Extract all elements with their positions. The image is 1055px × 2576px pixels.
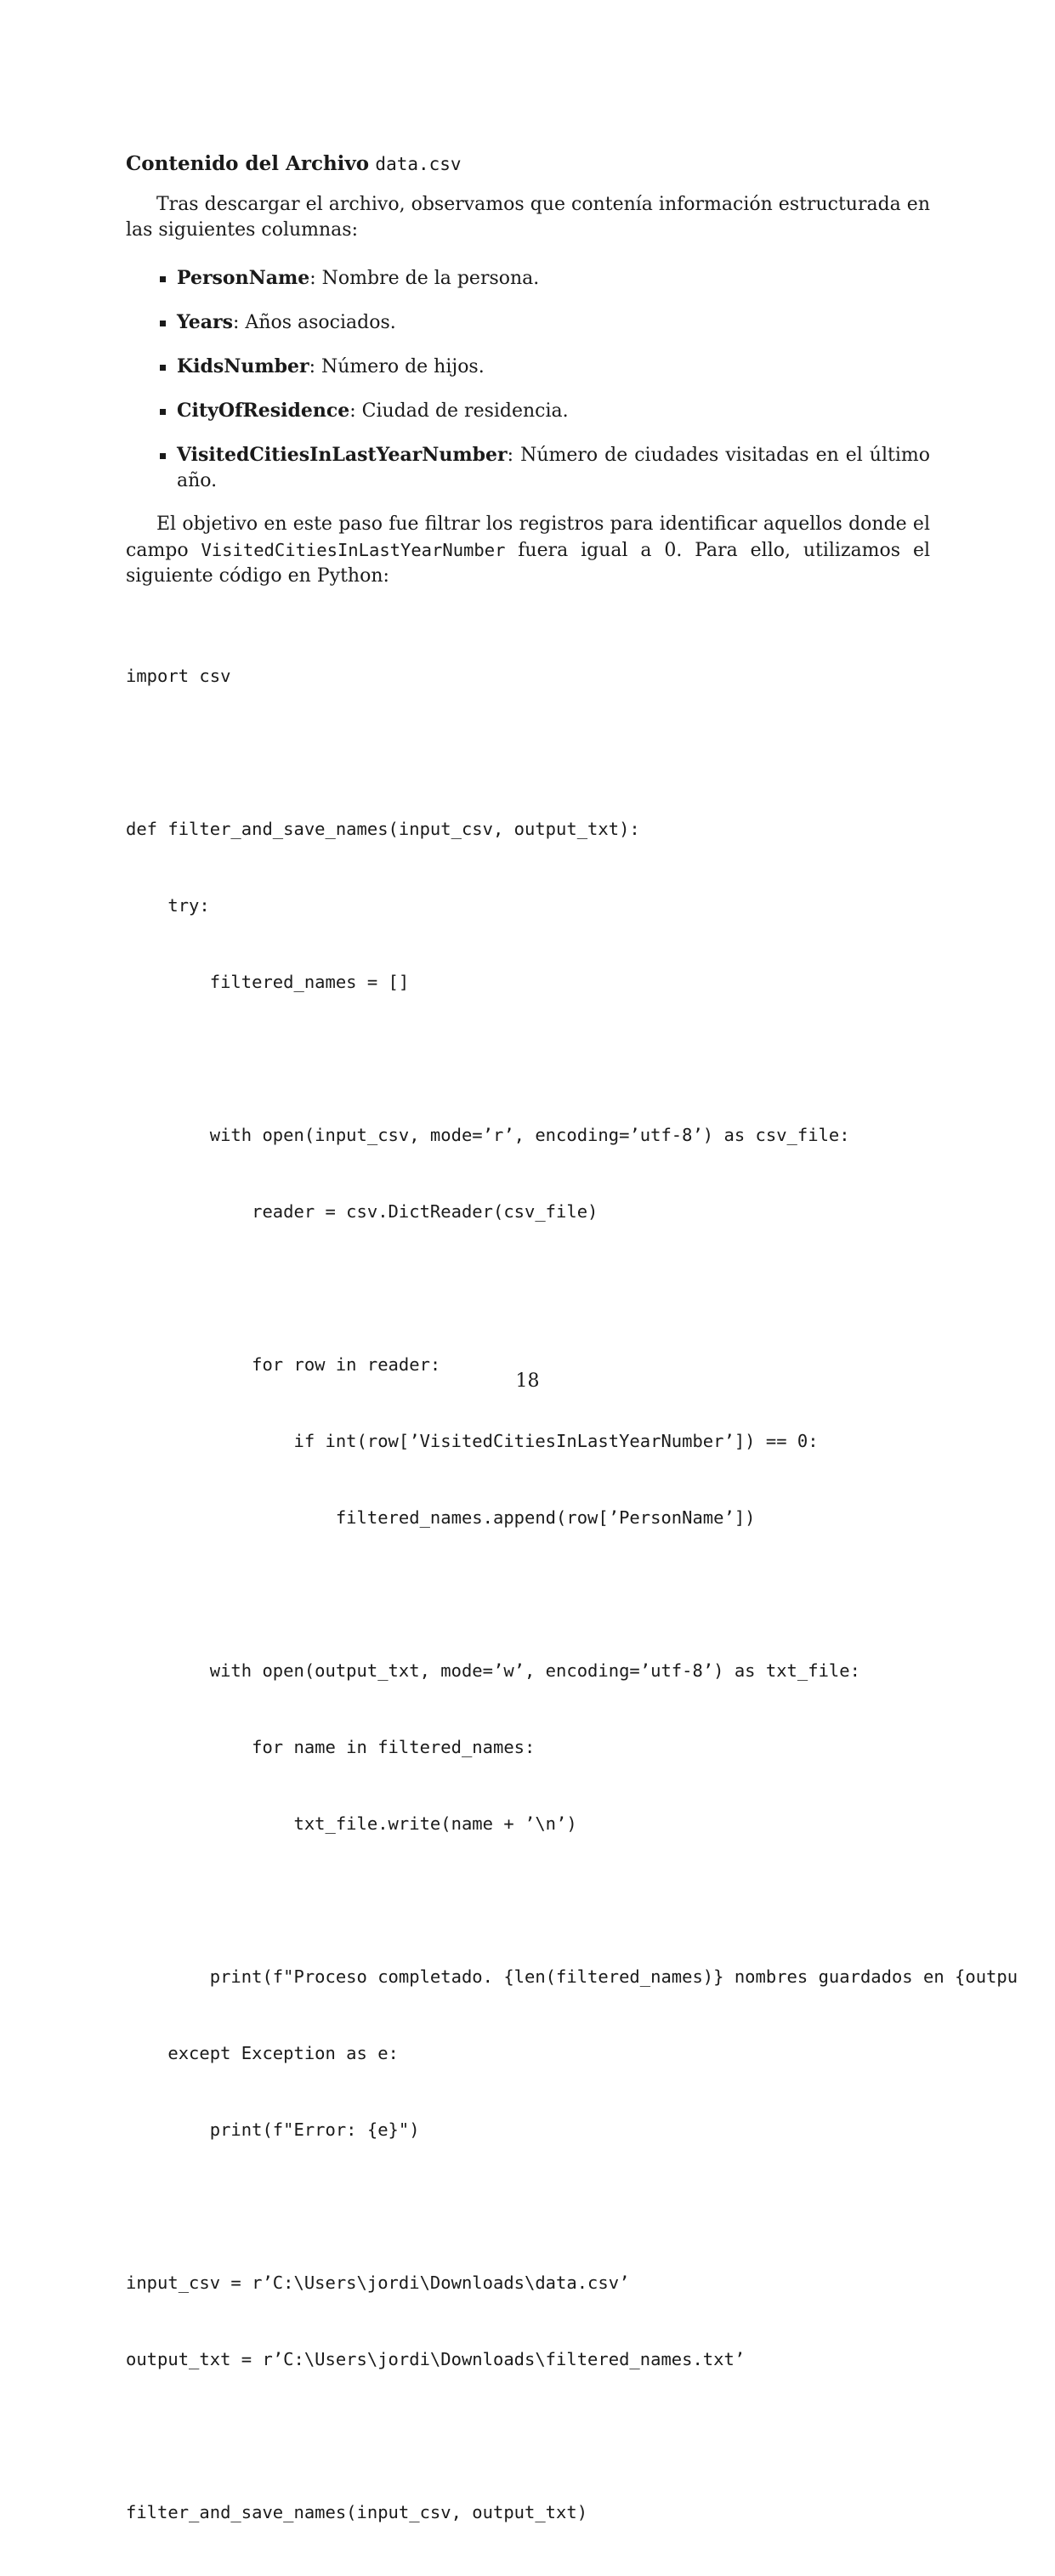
code-line <box>126 1887 1055 1913</box>
section-heading <box>126 151 462 177</box>
column-term: KidsNumber <box>177 355 309 377</box>
column-description: : Número de ciudades visitadas en el último año. <box>177 445 930 491</box>
bullet-marker <box>160 365 166 371</box>
column-description: : Número de hijos. <box>309 356 485 377</box>
code-line: with open(input_csv, mode=’r’, encoding=’utf-8’) as csv_file: <box>126 1125 850 1145</box>
code-line: filtered_names = [] <box>126 972 410 992</box>
column-description: : Ciudad de residencia. <box>349 400 569 422</box>
list-item <box>126 442 930 494</box>
code-line: output_txt = r’C:\Users\jordi\Downloads\filtered_names.txt’ <box>126 2349 746 2369</box>
column-description: : Nombre de la persona. <box>309 268 540 289</box>
code-line <box>126 2193 1055 2219</box>
code-line: print(f"Error: {e}") <box>126 2119 420 2140</box>
list-item <box>126 265 930 292</box>
list-item <box>126 354 930 380</box>
column-description: : Años asociados. <box>233 312 396 333</box>
list-item <box>126 309 930 336</box>
code-line: filter_and_save_names(input_csv, output_txt) <box>126 2502 588 2522</box>
code-line: if int(row[’VisitedCitiesInLastYearNumber’]) == 0: <box>126 1431 819 1451</box>
code-line: for name in filtered_names: <box>126 1737 536 1757</box>
objective-text-after: fuera igual a 0. Para ello, utilizamos el siguiente código en Python: <box>126 540 930 587</box>
code-line: try: <box>126 895 210 916</box>
code-line: with open(output_txt, mode=’w’, encoding=’utf-8’) as txt_file: <box>126 1660 860 1681</box>
bullet-marker <box>160 409 166 415</box>
code-line: except Exception as e: <box>126 2043 399 2063</box>
bullet-marker <box>160 321 166 326</box>
column-list <box>126 265 930 512</box>
code-line <box>126 1275 1055 1301</box>
code-line: import csv <box>126 666 231 686</box>
column-term: Years <box>177 311 234 333</box>
code-line <box>126 1581 1055 1607</box>
column-term: CityOfResidence <box>177 400 350 422</box>
objective-text-before: El objetivo en este paso fue filtrar los registros para identificar aquellos donde el campo <box>126 513 930 561</box>
bullet-marker <box>160 453 166 459</box>
code-line <box>126 1046 1055 1071</box>
section-heading-text: Contenido del Archivo <box>126 152 370 175</box>
section-heading-filename: data.csv <box>375 154 462 174</box>
code-line: filtered_names.append(row[’PersonName’]) <box>126 1507 756 1528</box>
column-term: VisitedCitiesInLastYearNumber <box>177 444 508 466</box>
code-line: def filter_and_save_names(input_csv, output_txt): <box>126 819 640 839</box>
objective-field-name: VisitedCitiesInLastYearNumber <box>201 540 506 560</box>
intro-paragraph <box>126 192 930 243</box>
intro-paragraph-text: Tras descargar el archivo, observamos que contenía información estructurada en las siguientes columnas: <box>126 194 930 241</box>
code-line <box>126 2423 1055 2448</box>
page-number: 18 <box>515 1370 540 1392</box>
objective-paragraph <box>126 512 930 589</box>
code-line: input_csv = r’C:\Users\jordi\Downloads\data.csv’ <box>126 2272 630 2293</box>
code-line: print(f"Proceso completado. {len(filtered_names)} nombres guardados en {outpu <box>126 1966 1018 1987</box>
code-line: txt_file.write(name + ’\n’) <box>126 1813 577 1834</box>
code-line: reader = csv.DictReader(csv_file) <box>126 1201 598 1222</box>
list-item <box>126 398 930 424</box>
bullet-marker <box>160 276 166 282</box>
code-line <box>126 740 1055 765</box>
code-block <box>126 612 1055 2576</box>
column-term: PersonName <box>177 267 310 289</box>
code-line: for row in reader: <box>126 1354 441 1375</box>
